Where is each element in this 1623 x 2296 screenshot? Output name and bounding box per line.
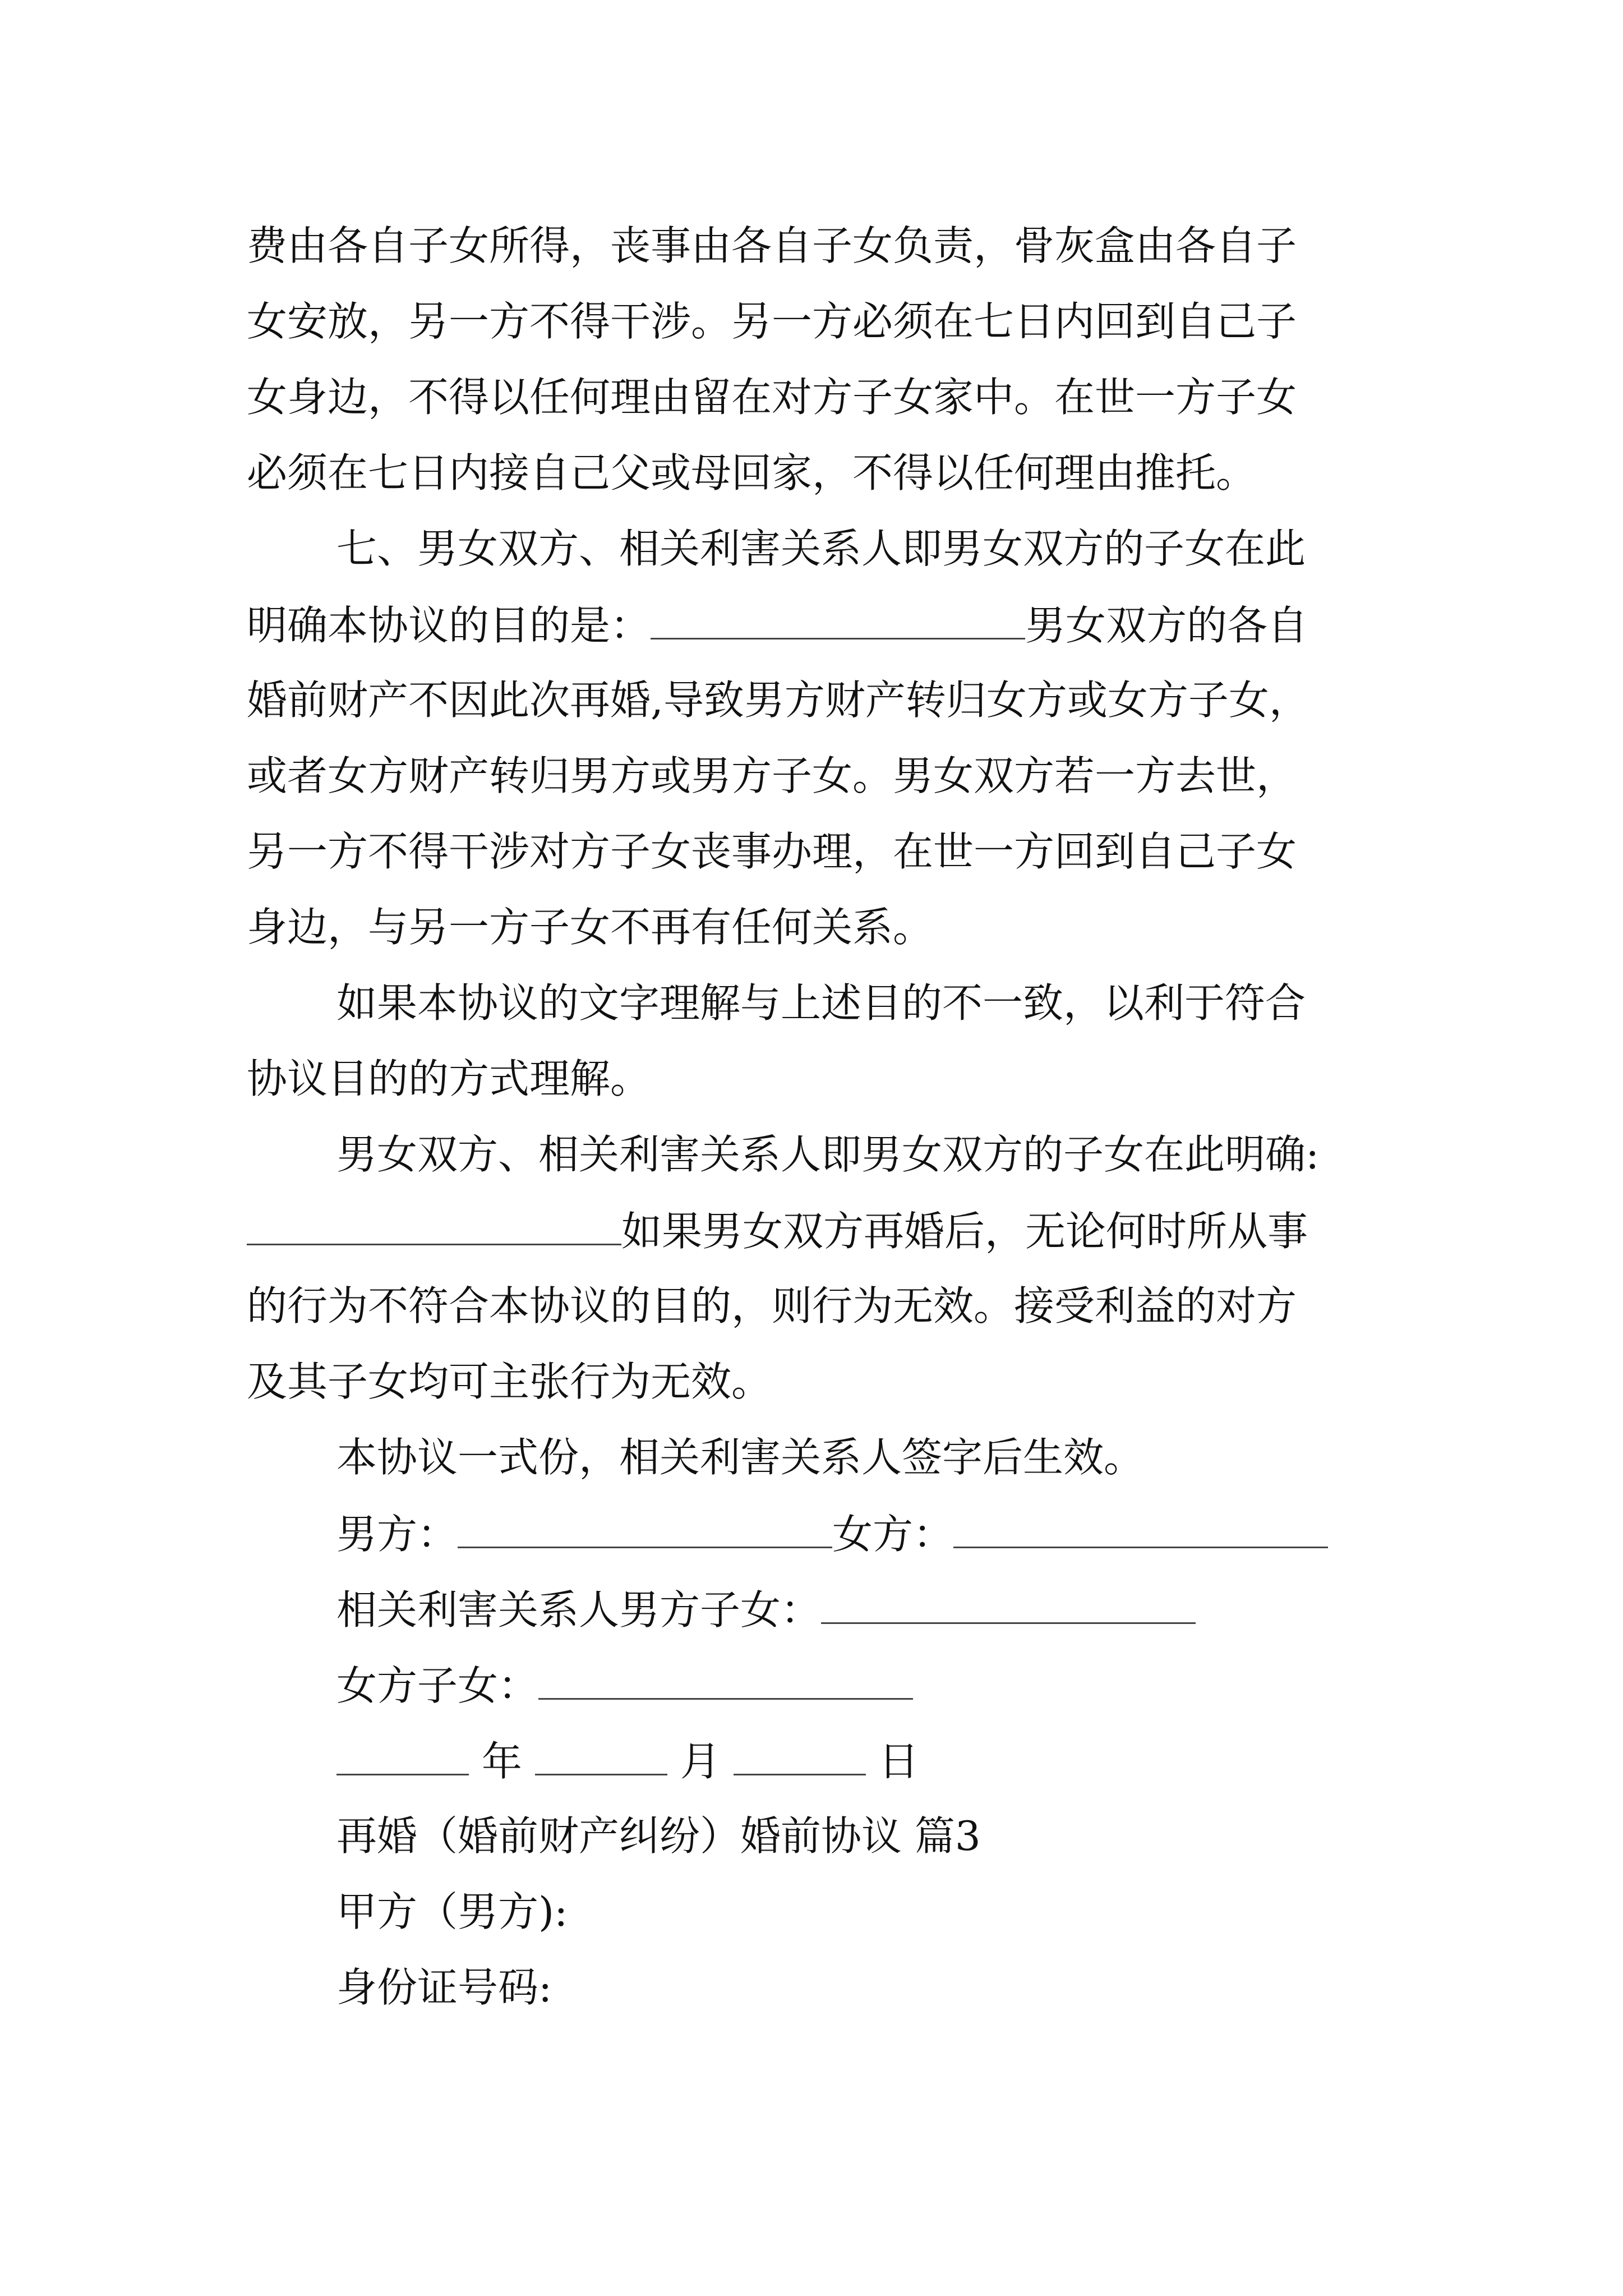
signature-row-spouses — [336, 1511, 1328, 1558]
month-blank — [535, 1740, 667, 1775]
invalid-clause-line-2 — [247, 1208, 1308, 1255]
paragraph-six-line-3: 女身边，不得以任何理由留在对方子女家中。在世一方子女 — [247, 374, 1297, 421]
signature-row-male-children — [336, 1586, 1196, 1634]
paragraph-seven-line-1: 七、男女双方、相关利害关系人即男女双方的子女在此 — [336, 525, 1306, 572]
copies-clause: 本协议一式份，相关利害关系人签字后生效。 — [336, 1434, 1145, 1481]
male-signature-label: 男方： — [336, 1511, 458, 1558]
male-children-label: 相关利害关系人男方子女： — [336, 1586, 822, 1634]
female-children-blank — [538, 1664, 913, 1700]
interpretation-line-1: 如果本协议的文字理解与上述目的不一致，以利于符合 — [336, 979, 1306, 1027]
invalid-clause-line-4: 及其子女均可主张行为无效。 — [247, 1358, 772, 1405]
day-blank — [734, 1740, 866, 1775]
invalid-clause-suffix: 如果男女双方再婚后，无论何时所从事 — [621, 1208, 1308, 1255]
signature-row-female-children — [336, 1662, 913, 1709]
male-children-blank — [821, 1589, 1196, 1624]
paragraph-six-line-2: 女安放，另一方不得干涉。另一方必须在七日内回到自己子 — [247, 298, 1297, 345]
section-title: 再婚（婚前财产纠纷）婚前协议 篇3 — [336, 1812, 981, 1860]
female-signature-blank — [953, 1513, 1328, 1548]
day-label: 日 — [878, 1738, 919, 1785]
party-a-label: 甲方（男方): — [336, 1888, 568, 1935]
paragraph-seven-line-2 — [247, 602, 1308, 649]
paragraph-seven-line-5: 另一方不得干涉对方子女丧事办理，在世一方回到自己子女 — [247, 828, 1297, 875]
purpose-suffix: 男女双方的各自 — [1025, 602, 1308, 649]
paragraph-seven-line-3: 婚前财产不因此次再婚,导致男方财产转归女方或女方子女， — [247, 677, 1310, 724]
month-label: 月 — [680, 1738, 721, 1785]
paragraph-seven-line-6: 身边，与另一方子女不再有任何关系。 — [247, 904, 934, 951]
invalid-clause-line-3: 的行为不符合本协议的目的，则行为无效。接受利益的对方 — [247, 1282, 1297, 1329]
paragraph-six-line-4: 必须在七日内接自己父或母回家，不得以任何理由推托。 — [247, 449, 1257, 496]
invalid-clause-blank — [247, 1210, 621, 1245]
purpose-blank — [651, 604, 1025, 639]
female-children-label: 女方子女： — [336, 1662, 539, 1709]
interpretation-line-2: 协议目的的方式理解。 — [247, 1055, 651, 1102]
id-number-label: 身份证号码: — [336, 1964, 552, 2011]
female-signature-label: 女方： — [832, 1511, 954, 1558]
year-label: 年 — [481, 1738, 522, 1785]
year-blank — [336, 1740, 469, 1775]
date-row — [336, 1738, 919, 1785]
invalid-clause-line-1: 男女双方、相关利害关系人即男女双方的子女在此明确: — [336, 1131, 1320, 1178]
paragraph-seven-line-4: 或者女方财产转归男方或男方子女。男女双方若一方去世， — [247, 752, 1297, 799]
paragraph-six-line-1: 费由各自子女所得，丧事由各自子女负责，骨灰盒由各自子 — [247, 222, 1297, 269]
purpose-label: 明确本协议的目的是： — [247, 602, 651, 649]
male-signature-blank — [458, 1513, 832, 1548]
